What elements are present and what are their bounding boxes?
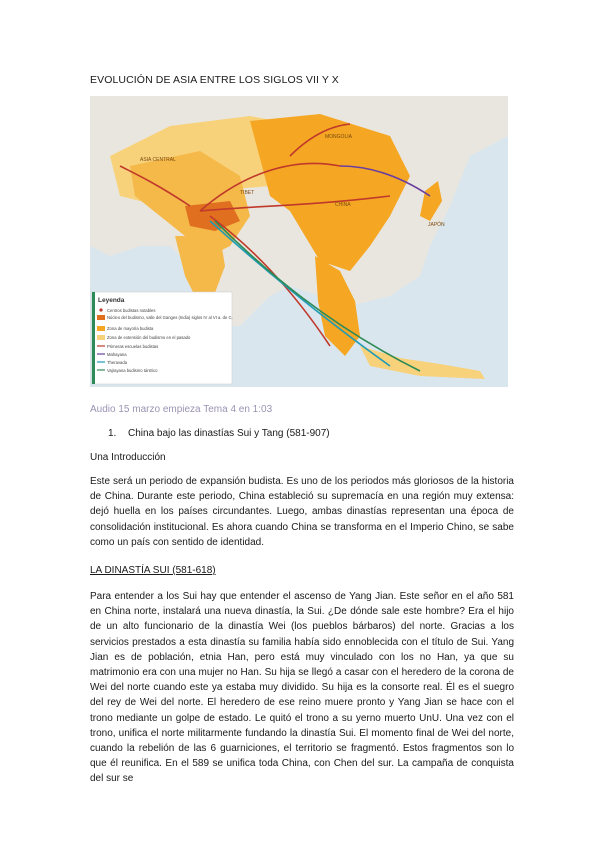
list-item-number: 1.	[108, 428, 117, 439]
map-graphic	[90, 96, 508, 387]
label-japan: JAPÓN	[428, 222, 445, 228]
list-item	[108, 428, 330, 439]
legend-swatch-majority	[97, 326, 105, 331]
legend-item-core: Núcleo del budismo, valle del Ganges (India) siglos IV al VI a. de C.	[107, 315, 233, 320]
intro-paragraph: Este será un periodo de expansión budista. Es uno de los periodos más gloriosos de la historia de China. Durante este periodo, China estableció su supremacía en una región muy extensa: dejó huella en los países circundantes. Luego, ambas dinastías representan una época de consolidación institucional. Es ahora cuando China se transforma en el Imperio Chino, se sabe como un país con sentido de identidad.	[90, 476, 514, 548]
label-mongolia: MONGOLIA	[325, 134, 352, 140]
section-heading: LA DINASTÍA SUI (581-618)	[90, 565, 216, 576]
label-tibet: TIBET	[240, 190, 255, 196]
document-title: EVOLUCIÓN DE ASIA ENTRE LOS SIGLOS VII Y X	[90, 74, 339, 86]
label-china: CHINA	[335, 202, 351, 208]
legend-item-vajrayana: Vajrayana budismo tántrico	[107, 368, 158, 373]
legend-swatch-past	[97, 335, 105, 340]
legend-title: Leyenda	[98, 297, 125, 304]
buddhism-expansion-map	[90, 96, 508, 387]
legend-accent-bar	[92, 292, 95, 384]
map-legend	[92, 292, 233, 384]
legend-item-early: Primeras escuelas budistas	[107, 344, 159, 349]
legend-swatch-centers	[99, 308, 102, 311]
audio-note: Audio 15 marzo empieza Tema 4 en 1:03	[90, 404, 273, 415]
legend-swatch-core	[97, 315, 105, 320]
legend-item-past: Zona de extensión del budismo en el pasado	[107, 335, 191, 340]
legend-item-mahayana: Mahayana	[107, 352, 127, 357]
section-paragraph: Para entender a los Sui hay que entender el ascenso de Yang Jian. Este señor en el año 581 en China norte, instalará una nueva dinastía, la Sui. ¿De dónde sale este hombre? Era el hijo de un alto funcionario de la dinastía Wei (los pueblos bárbaros) del norte. Gracias a los servicios prestados a esta dinastía su familia había sido ennoblecida con el título de Sui. Yang Jian es de población, etnia Han, pero está muy vinculado con los no Han, ya que su matrimonio era con una mujer no Han. Su hija se llegó a casar con el heredero de la corona de Wei del norte cuando este ya estaba muy dividido. Su hija es la consorte real. Él es el suegro del rey de Wei del norte. El heredero de ese reino muere pronto y Yang Jian se hace con el trono mediante un golpe de estado. Le quitó el trono a su yerno muerto UnU. Una vez con el trono, unifica el norte militarmente fundando la dinastía Sui. El momento final de Wei del norte, cuando la rebelión de las 6 guarniciones, el territorio se fragmentó. Estos fragmentos son lo que él reunifica. En el 589 se unifica toda China, con Chen del sur. La campaña de conquista del sur se	[90, 591, 514, 785]
label-central-asia: ASIA CENTRAL	[140, 157, 176, 163]
intro-heading: Una Introducción	[90, 452, 166, 463]
legend-item-theravada: Theravada	[107, 360, 128, 365]
legend-item-centers: Centros budistas notables	[107, 308, 156, 313]
legend-item-majority: Zona de mayoría budista	[107, 326, 154, 331]
list-item-text: China bajo las dinastías Sui y Tang (581-907)	[128, 428, 330, 439]
